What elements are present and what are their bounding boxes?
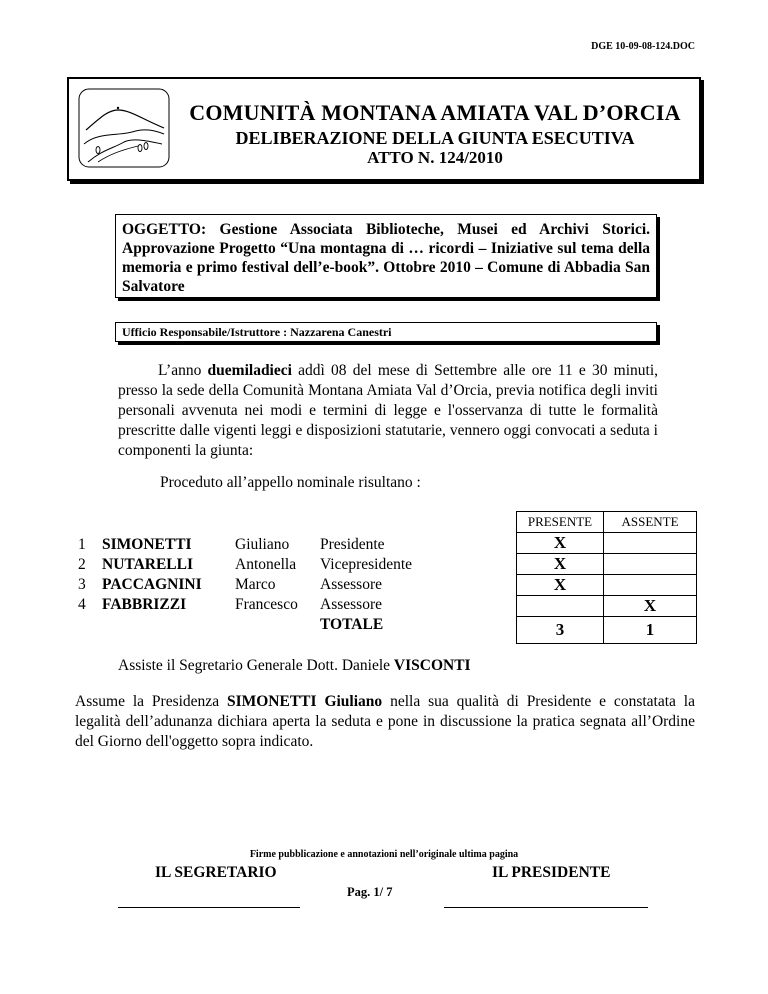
member-row: [78, 535, 460, 555]
assente-cell: [604, 533, 697, 554]
signatures-note: Firme pubblicazione e annotazioni nell’originale ultima pagina: [249, 849, 519, 860]
document-reference: DGE 10-09-08-124.DOC: [591, 41, 695, 52]
member-number: 2: [78, 556, 86, 573]
presente-cell: X: [517, 575, 604, 596]
subject-box: OGGETTO: Gestione Associata Biblioteche, Musei ed Archivi Storici. Approvazione Progetto “Una montagna di … ricordi – Iniziative sul tema della memoria e primo festival dell’e-book”. Ottobre 2010 – Comune di Abbadia San Salvatore: [115, 214, 657, 298]
presidency-text-start: Assume la Presidenza: [75, 693, 227, 710]
presidency-text-rest: nella sua qualità di Presidente e constatata la legalità dell’adunanza dichiara aperta la seduta e pone in discussione la pratica segnata all’Ordine del Giorno dell'oggetto sopra indicato.: [75, 693, 695, 750]
total-assente: 1: [604, 617, 697, 644]
member-role: Assessore: [320, 576, 382, 593]
member-row: [78, 555, 460, 575]
intro-text-start: L’anno: [158, 362, 208, 379]
member-number: 3: [78, 576, 86, 593]
member-first-name: Francesco: [235, 596, 298, 613]
member-number: 4: [78, 596, 86, 613]
member-role: Presidente: [320, 536, 385, 553]
total-presente: 3: [517, 617, 604, 644]
presente-cell: [517, 596, 604, 617]
member-last-name: FABBRIZZI: [102, 596, 187, 613]
presente-cell: X: [517, 554, 604, 575]
member-first-name: Marco: [235, 576, 276, 593]
member-row: [78, 595, 460, 615]
secretary-signature-label: IL SEGRETARIO: [155, 864, 277, 881]
secretary-text: Assiste il Segretario Generale Dott. Daniele: [118, 657, 394, 674]
secretary-signature-line: [118, 907, 300, 908]
roll-call-text: Proceduto all’appello nominale risultano :: [160, 474, 421, 491]
page-number: Pag. 1/ 7: [347, 885, 393, 899]
header-presente: PRESENTE: [517, 512, 604, 533]
header-assente: ASSENTE: [604, 512, 697, 533]
deliberation-title: DELIBERAZIONE DELLA GIUNTA ESECUTIVA: [235, 128, 635, 148]
total-label: TOTALE: [320, 616, 384, 633]
intro-year: duemiladieci: [207, 362, 292, 379]
presente-cell: X: [517, 533, 604, 554]
act-number: ATTO N. 124/2010: [367, 148, 503, 167]
secretary-line: [118, 657, 471, 675]
member-role: Assessore: [320, 596, 382, 613]
member-last-name: SIMONETTI: [102, 536, 192, 553]
total-row: [78, 615, 460, 635]
member-number: 1: [78, 536, 86, 553]
member-role: Vicepresidente: [320, 556, 413, 573]
president-signature-line: [444, 907, 648, 908]
intro-paragraph: [118, 361, 658, 461]
member-first-name: Giuliano: [235, 536, 290, 553]
presidency-paragraph: [75, 692, 695, 752]
members-list: [78, 535, 460, 635]
assente-cell: [604, 554, 697, 575]
president-name: SIMONETTI Giuliano: [226, 693, 383, 710]
member-row: [78, 575, 460, 595]
responsible-office-box: Ufficio Responsabile/Istruttore : Nazzarena Canestri: [115, 322, 657, 342]
secretary-name: VISCONTI: [393, 657, 471, 674]
attendance-table: [516, 511, 697, 644]
assente-cell: [604, 575, 697, 596]
assente-cell: X: [604, 596, 697, 617]
landscape-logo-icon: [78, 88, 170, 168]
organization-title: COMUNITÀ MONTANA AMIATA VAL D’ORCIA: [189, 100, 681, 125]
intro-text-rest: addì 08 del mese di Settembre alle ore 11 e 30 minuti, presso la sede della Comunità Montana Amiata Val d’Orcia, previa notifica degli inviti personali avvenuta nei modi e termini di legge e l'osservanza di tutte le formalità prescritte dalle vigenti leggi e disposizioni statutarie, vennero oggi convocati a seduta i componenti la giunta:: [118, 362, 659, 459]
member-last-name: PACCAGNINI: [102, 576, 202, 593]
president-signature-label: IL PRESIDENTE: [492, 864, 611, 881]
member-first-name: Antonella: [235, 556, 297, 573]
member-last-name: NUTARELLI: [102, 556, 194, 573]
